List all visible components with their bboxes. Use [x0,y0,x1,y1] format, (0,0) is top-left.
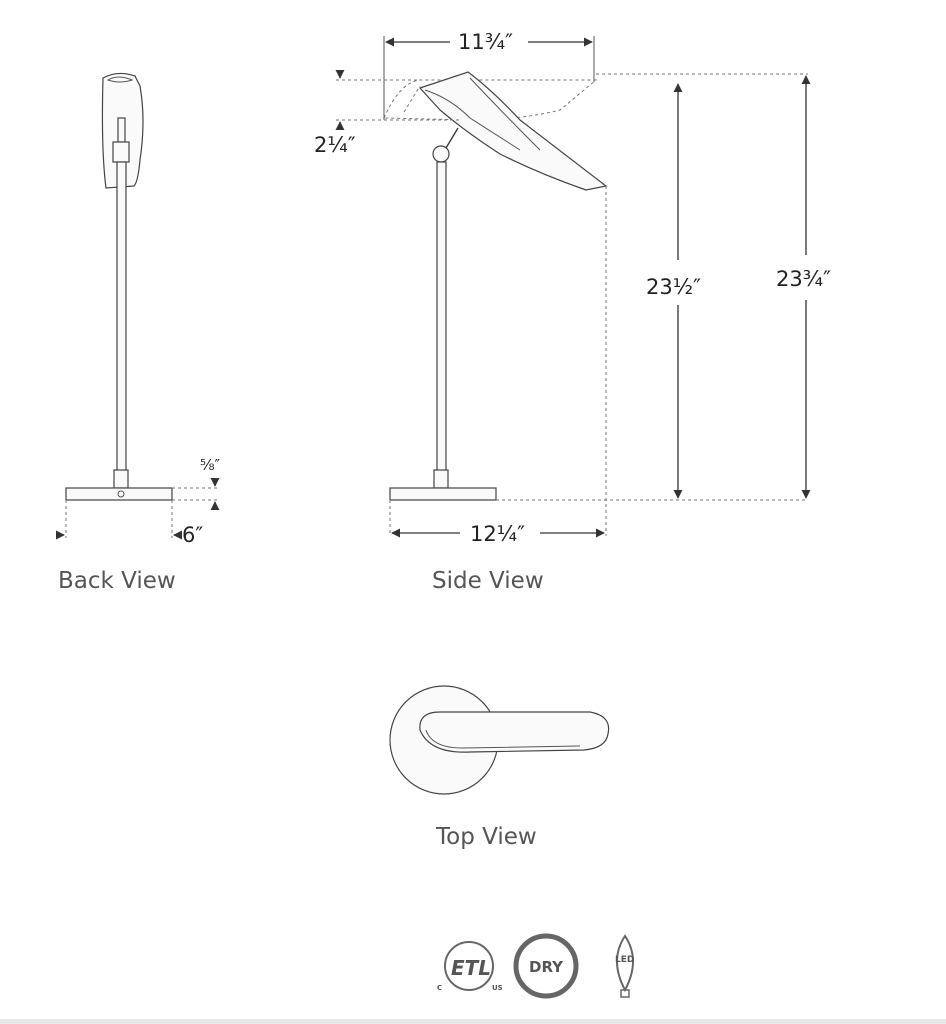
top-view-shade [420,712,609,752]
dry-rated-logo [516,936,576,996]
top-width-dimension: 11¾″ [458,30,513,54]
side-view-collar [434,470,448,488]
back-view-drawing [58,73,221,594]
back-view-base [66,488,172,500]
back-view-socket [118,118,125,142]
side-view-base [390,488,496,500]
etl-logo [437,942,503,992]
back-view-stem [117,162,126,472]
etl-c-mark: C [437,984,443,992]
etl-mark: ETL [451,956,492,980]
shade-drop-dimension: 2¼″ [314,133,356,157]
total-height-dimension: 23¾″ [776,267,831,291]
bottom-divider [0,1019,946,1024]
side-view-arm [446,128,458,148]
shade-height-dimension: 23½″ [646,275,701,299]
side-view-shade [420,72,606,190]
back-view-collar [114,470,128,488]
dry-mark: DRY [529,958,564,976]
side-view-label: Side View [432,568,544,594]
top-view-label: Top View [436,824,537,850]
side-view-joint [433,146,449,162]
base-depth-dimension: 6″ [182,523,204,547]
back-view-label: Back View [58,568,176,594]
led-mark: LED [615,955,635,965]
led-bulb-icon [615,936,634,997]
back-view-knuckle [113,142,129,162]
side-view-drawing [314,30,831,594]
side-view-stem [437,162,446,472]
etl-us-mark: US [492,984,503,992]
top-view-drawing [390,686,609,850]
base-thickness-dimension: ⅝″ [200,456,221,474]
base-width-dimension: 12¼″ [470,522,525,546]
